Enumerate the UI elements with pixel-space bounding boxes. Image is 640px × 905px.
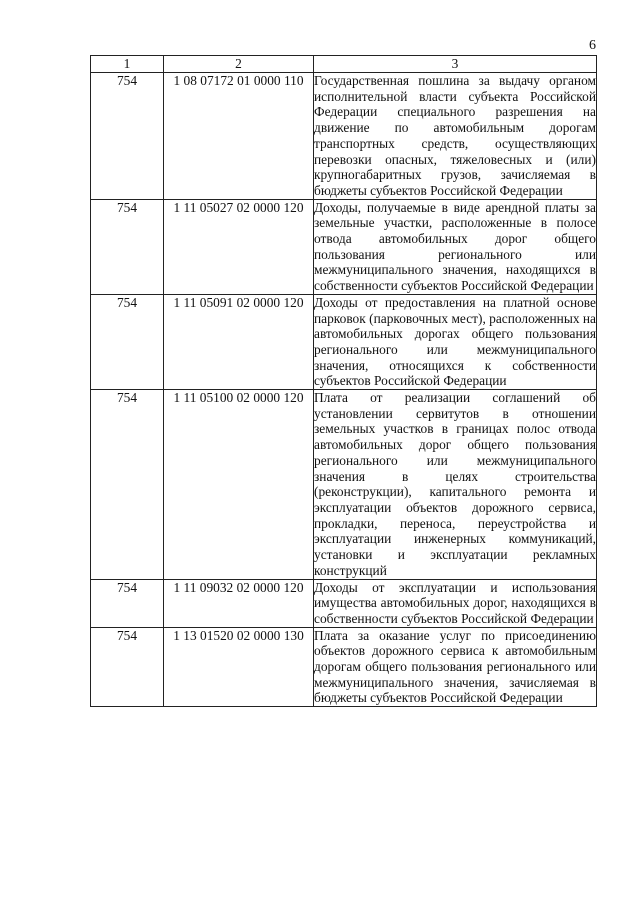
table-row (91, 579, 597, 627)
budget-classification-table (90, 55, 597, 707)
table-row (91, 627, 597, 707)
table-header-row (91, 56, 597, 73)
administrator-code-cell: 754 (91, 390, 164, 579)
table-row (91, 199, 597, 294)
budget-code-cell: 1 11 05100 02 0000 120 (164, 390, 314, 579)
revenue-name-cell: Доходы, получаемые в виде арендной платы за земельные участки, расположенные в полосе отвода автомобильных дорог общего пользования регионального или межмуниципального значения, находящихся в собственности субъектов Российской Федерации (314, 199, 596, 294)
administrator-code-cell: 754 (91, 199, 164, 294)
administrator-code-cell: 754 (91, 73, 164, 200)
revenue-name-cell: Доходы от эксплуатации и использования имущества автомобильных дорог, находящихся в собственности субъектов Российской Федерации (314, 579, 596, 626)
budget-code-cell: 1 11 05091 02 0000 120 (164, 294, 314, 389)
table-row (91, 73, 597, 200)
table-row (91, 294, 597, 389)
revenue-name-cell: Плата за оказание услуг по присоединению объектов дорожного сервиса к автомобильным дорогам общего пользования регионального или межмуниципального значения, зачисляемая в бюджеты субъектов Российской Федерации (314, 627, 596, 706)
table-row (91, 390, 597, 579)
administrator-code-cell: 754 (91, 579, 164, 627)
revenue-name-cell: Государственная пошлина за выдачу органом исполнительной власти субъекта Российской Федерации специального разрешения на движение по автомобильным дорогам транспортных средств, осуществляющих перевозки опасных, тяжеловесных и (или) крупногабаритных грузов, зачисляемая в бюджеты субъектов Российской Федерации (314, 73, 596, 198)
column-header-3: 3 (314, 56, 597, 73)
administrator-code-cell: 754 (91, 294, 164, 389)
budget-code-cell: 1 08 07172 01 0000 110 (164, 73, 314, 200)
budget-code-cell: 1 13 01520 02 0000 130 (164, 627, 314, 707)
administrator-code-cell: 754 (91, 627, 164, 707)
column-header-1: 1 (91, 56, 164, 73)
page-number: 6 (589, 38, 596, 53)
budget-code-cell: 1 11 09032 02 0000 120 (164, 579, 314, 627)
revenue-name-cell: Доходы от предоставления на платной основе парковок (парковочных мест), расположенных на автомобильных дорогах общего пользования регионального или межмуниципального значения, относящихся к собственности субъектов Российской Федерации (314, 294, 596, 389)
column-header-2: 2 (164, 56, 314, 73)
budget-code-cell: 1 11 05027 02 0000 120 (164, 199, 314, 294)
revenue-name-cell: Плата от реализации соглашений об установлении сервитутов в отношении земельных участков в границах полос отвода автомобильных дорог общего пользования регионального или межмуниципального значения в целях строительства (реконструкции), капитального ремонта и эксплуатации объектов дорожного сервиса, прокладки, переноса, переустройства и эксплуатации инженерных коммуникаций, установки и эксплуатации рекламных конструкций (314, 390, 596, 578)
